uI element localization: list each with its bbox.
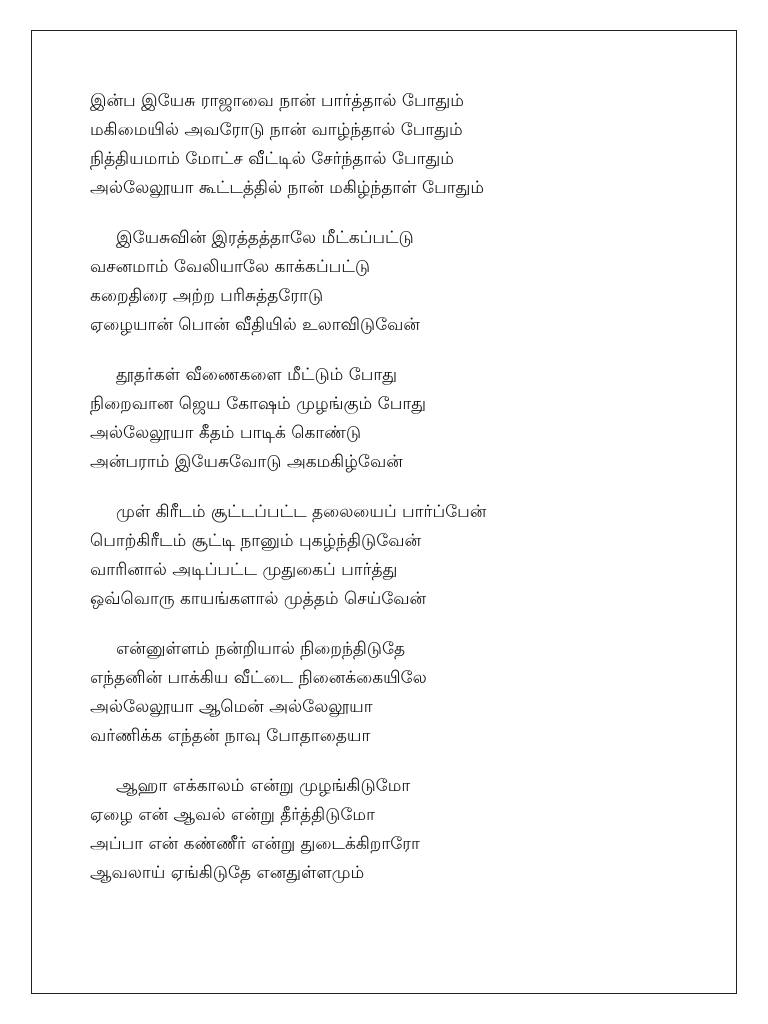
stanza-line: அல்லேலூயா ஆமென் அல்லேலூயா (90, 697, 373, 717)
stanza-line: இயேசுவின் இரத்தத்தாலே மீட்கப்பட்டு (116, 228, 414, 248)
stanza-line: அல்லேலூயா கீதம் பாடிக் கொண்டு (90, 423, 362, 443)
stanza-4 (90, 498, 710, 614)
stanza-line: கறைதிரை அற்ற பரிசுத்தரோடு (90, 286, 324, 306)
stanza-line: ஏழையான் பொன் வீதியில் உலாவிடுவேன் (90, 315, 420, 335)
stanza-line: நிறைவான ஜெய கோஷம் முழங்கும் போது (90, 394, 426, 414)
lyrics-body (90, 87, 710, 909)
stanza-line: மகிமையில் அவரோடு நான் வாழ்ந்தால் போதும் (90, 120, 463, 140)
stanza-6 (90, 772, 710, 888)
stanza-line: ஆஹா எக்காலம் என்று முழங்கிடுமோ (116, 776, 411, 796)
stanza-2 (90, 224, 710, 340)
stanza-line: எந்தனின் பாக்கிய வீட்டை நினைக்கையிலே (90, 668, 427, 688)
stanza-line: ஒவ்வொரு காயங்களால் முத்தம் செய்வேன் (90, 589, 427, 609)
stanza-line: நித்தியமாம் மோட்ச வீட்டில் சேர்ந்தால் போதும் (90, 149, 454, 169)
stanza-line: பொற்கிரீடம் சூட்டி நானும் புகழ்ந்திடுவேன் (90, 531, 422, 551)
stanza-line: அன்பராம் இயேசுவோடு அகமகிழ்வேன் (90, 452, 403, 472)
stanza-line: வாரினால் அடிப்பட்ட முதுகைப் பார்த்து (90, 560, 398, 580)
stanza-line: வசனமாம் வேலியாலே காக்கப்பட்டு (90, 257, 371, 277)
stanza-line: அல்லேலூயா கூட்டத்தில் நான் மகிழ்ந்தாள் போதும் (90, 178, 485, 198)
stanza-line: ஏழை என் ஆவல் என்று தீர்த்திடுமோ (90, 805, 375, 825)
stanza-line: என்னுள்ளம் நன்றியால் நிறைந்திடுதே (116, 639, 406, 659)
stanza-line: ஆவலாய் ஏங்கிடுதே எனதுள்ளமும் (90, 863, 365, 883)
stanza-line: அப்பா என் கண்ணீர் என்று துடைக்கிறாரோ (90, 834, 420, 854)
stanza-line: தூதர்கள் வீணைகளை மீட்டும் போது (116, 365, 398, 385)
stanza-3 (90, 361, 710, 477)
stanza-line: இன்ப இயேசு ராஜாவை நான் பார்த்தால் போதும் (90, 91, 464, 111)
stanza-5 (90, 635, 710, 751)
stanza-line: வர்ணிக்க எந்தன் நாவு போதாதையா (90, 726, 371, 746)
stanza-line: முள் கிரீடம் சூட்டப்பட்ட தலையைப் பார்ப்பேன் (116, 502, 487, 522)
stanza-1 (90, 87, 710, 203)
